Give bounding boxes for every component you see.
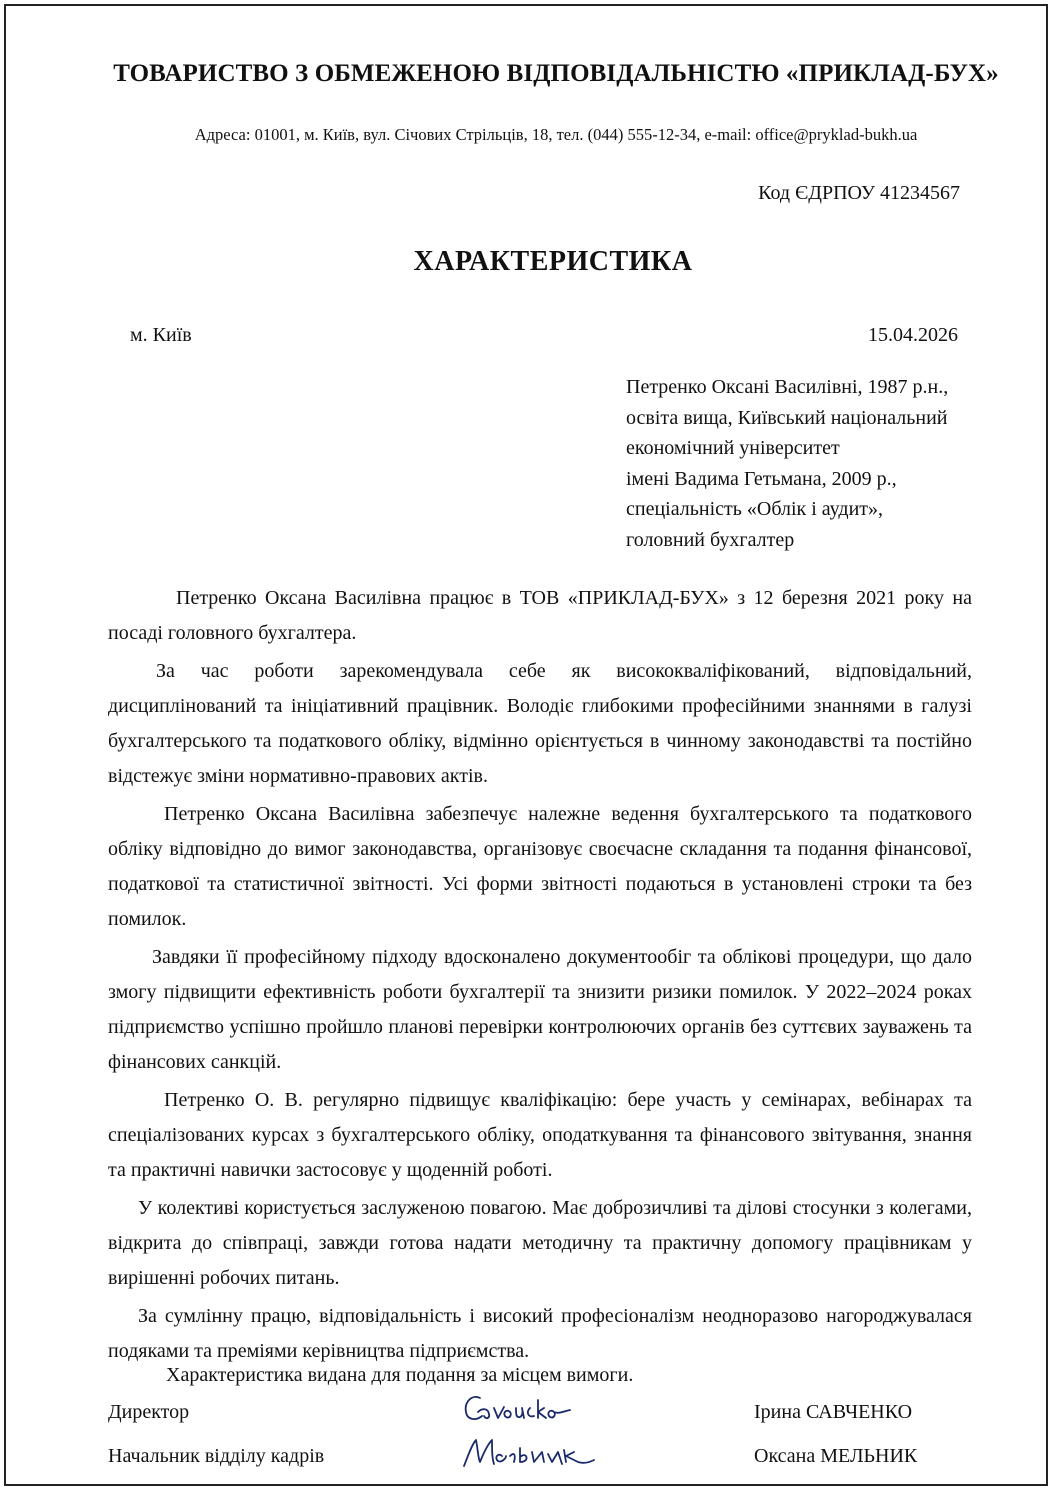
body-paragraph: Петренко Оксана Василівна забезпечує належне ведення бухгалтерського та податкового обліку відповідно до вимог законодавства, організовує своєчасне складання та подання фінансової, податкової та статистичної звітності. Усі форми звітності подаються в установлені строки та без помилок. (108, 803, 972, 930)
recipient-line: економічний університет (626, 437, 840, 459)
document-body (108, 581, 972, 1372)
body-paragraph: Петренко Оксана Василівна працює в ТОВ «ПРИКЛАД-БУХ» з 12 березня 2021 року на посаді головного бухгалтера. (108, 587, 972, 644)
signer-name-hr-head: Оксана МЕЛЬНИК (754, 1445, 918, 1467)
body-paragraph: За сумлінну працю, відповідальність і високий професіоналізм неодноразово нагороджувалася подяками та преміями керівництва підприємства. (108, 1305, 972, 1362)
signer-name-director: Ірина САВЧЕНКО (754, 1401, 913, 1423)
document-date: 15.04.2026 (868, 324, 958, 346)
body-paragraph: Петренко О. В. регулярно підвищує кваліфікацію: бере участь у семінарах, вебінарах та спеціалізованих курсах з бухгалтерського обліку, оподаткування та фінансового звітування, знання та практичні навички застосовує у щоденній роботі. (108, 1089, 972, 1181)
director-signature (458, 1390, 588, 1426)
document-title: ХАРАКТЕРИСТИКА (413, 246, 693, 277)
signer-role-hr-head: Начальник відділу кадрів (108, 1445, 325, 1467)
recipient-line: освіта вища, Київський національний (626, 406, 948, 429)
signer-role-director: Директор (108, 1401, 190, 1423)
body-paragraph: Завдяки її професійному підходу вдосконалено документообіг та облікові процедури, що дало змогу підвищити ефективність роботи бухгалтерії та знизити ризики помилок. У 2022–2024 роках підприємство успішно пройшло планові перевірки контролюючих органів без суттєвих зауважень та фінансових санкцій. (108, 946, 972, 1073)
recipient-line: імені Вадима Гетьмана, 2009 р., (626, 467, 897, 490)
recipient-line: спеціальність «Облік і аудит», (626, 498, 884, 520)
recipient-block (626, 372, 948, 555)
edrpou-code: Код ЄДРПОУ 41234567 (758, 182, 960, 204)
organization-address: Адреса: 01001, м. Київ, вул. Січових Стрільців, 18, тел. (044) 555-12-34, e-mail: office@pryklad-bukh.ua (194, 125, 918, 144)
organization-name: ТОВАРИСТВО З ОБМЕЖЕНОЮ ВІДПОВІДАЛЬНІСТЮ «ПРИКЛАД-БУХ» (113, 60, 999, 87)
document-city: м. Київ (130, 324, 192, 346)
body-paragraph: У колективі користується заслуженою повагою. Має доброзичливі та ділові стосунки з колегами, відкрита до співпраці, завжди готова надати методичну та практичну допомогу працівникам у вирішенні робочих питань. (108, 1197, 972, 1289)
recipient-line: Петренко Оксані Василівні, 1987 р.н., (626, 376, 949, 398)
closing-statement: Характеристика видана для подання за місцем вимоги. (166, 1364, 634, 1386)
recipient-line: головний бухгалтер (626, 528, 795, 551)
hr-head-signature (458, 1432, 598, 1472)
document-page (4, 4, 1048, 1486)
body-paragraph: За час роботи зарекомендувала себе як висококваліфікований, відповідальний, дисциплінований та ініціативний працівник. Володіє глибокими професійними знаннями в галузі бухгалтерського та податкового обліку, відмінно орієнтується в чинному законодавстві та постійно відстежує зміни нормативно-правових актів. (108, 660, 972, 787)
